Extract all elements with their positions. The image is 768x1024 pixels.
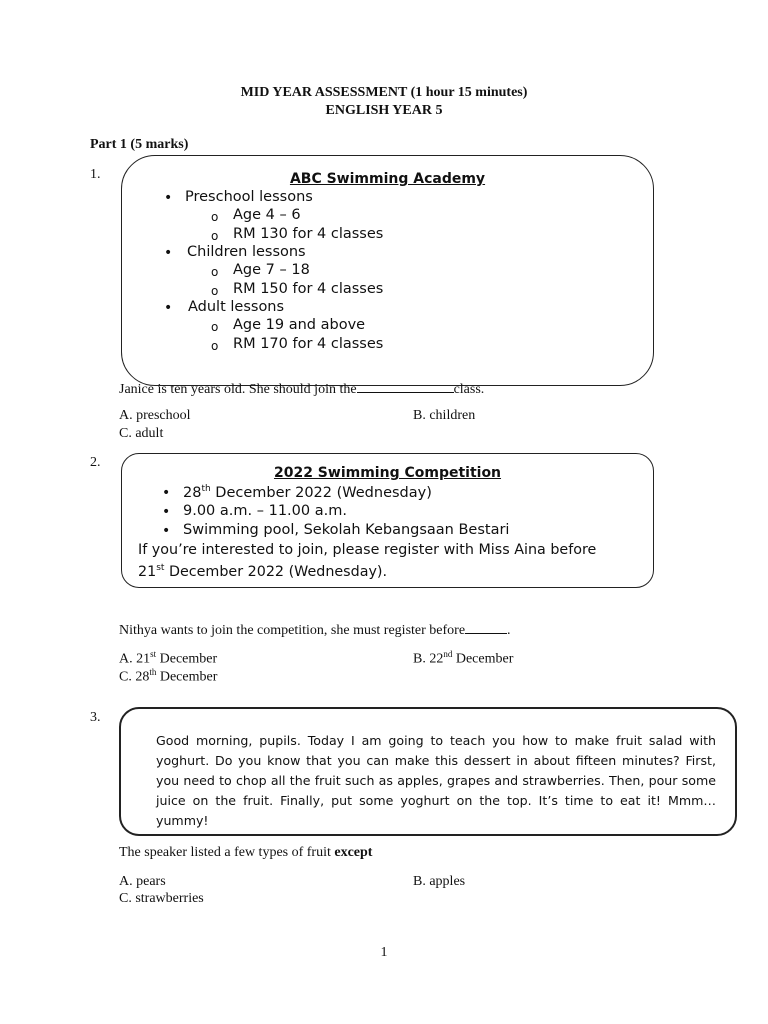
circle-bullet-icon: o — [211, 265, 219, 279]
q2-option-a: A. 21st December — [119, 649, 218, 667]
question-number-2: 2. — [90, 455, 101, 470]
answer-blank — [465, 621, 507, 634]
list-subitem: Age 7 – 18 — [233, 262, 310, 278]
list-item: Children lessons — [187, 244, 306, 260]
q1-question — [119, 380, 484, 398]
bullet-icon: • — [164, 245, 173, 261]
page-number: 1 — [380, 945, 388, 960]
assessment-title: MID YEAR ASSESSMENT (1 hour 15 minutes) — [240, 85, 528, 100]
bullet-icon: • — [162, 485, 171, 501]
circle-bullet-icon: o — [211, 210, 219, 224]
part-heading: Part 1 (5 marks) — [90, 137, 189, 152]
circle-bullet-icon: o — [211, 339, 219, 353]
list-subitem: Age 19 and above — [233, 317, 366, 333]
circle-bullet-icon: o — [211, 320, 219, 334]
q3-question-emphasis: except — [334, 845, 373, 860]
assessment-subtitle: ENGLISH YEAR 5 — [325, 103, 443, 118]
q2-note-line-1: If you’re interested to join, please register with Miss Aina before — [138, 542, 597, 558]
list-item: Adult lessons — [188, 299, 285, 315]
q2-info-box — [121, 453, 654, 588]
q1-question-end: class. — [453, 382, 485, 397]
q3-option-a: A. pears — [119, 874, 166, 889]
q1-info-box — [121, 155, 654, 386]
list-item: 9.00 a.m. – 11.00 a.m. — [183, 503, 347, 519]
q1-option-b: B. children — [413, 408, 476, 423]
q3-question-text: The speaker listed a few types of fruit — [119, 845, 335, 860]
list-subitem: RM 130 for 4 classes — [233, 226, 384, 242]
q2-option-b: B. 22nd December — [413, 649, 514, 667]
list-subitem: RM 150 for 4 classes — [233, 281, 384, 297]
list-item: 28th December 2022 (Wednesday) — [183, 484, 432, 501]
question-number-1: 1. — [90, 167, 101, 182]
bullet-icon: • — [164, 300, 173, 316]
q2-option-c: C. 28th December — [119, 667, 218, 685]
question-number-3: 3. — [90, 710, 101, 725]
q2-box-title: 2022 Swimming Competition — [273, 465, 502, 481]
q2-note-line-2: 21st December 2022 (Wednesday). — [138, 563, 388, 580]
bullet-icon: • — [162, 523, 171, 539]
q1-option-a: A. preschool — [119, 408, 191, 423]
q2-question-text: Nithya wants to join the competition, she must register before — [119, 623, 466, 638]
q3-passage: Good morning, pupils. Today I am going to teach you how to make fruit salad with yoghurt. Do you know that you can make this dessert in about fifteen minutes? First, you need to chop all the fruit such as apples, grapes and strawberries. Then, pour some juice on the fruit. Finally, put some yoghurt on the top. It’s time to eat it! Mmm…yummy! — [156, 733, 716, 828]
q1-question-text: Janice is ten years old. She should join the — [119, 382, 357, 397]
q2-question: Nithya wants to join the competition, she must register before . — [119, 623, 511, 638]
answer-blank — [357, 380, 454, 393]
bullet-icon: • — [162, 504, 171, 520]
list-subitem: RM 170 for 4 classes — [233, 336, 384, 352]
q3-option-b: B. apples — [413, 874, 466, 889]
list-item: Swimming pool, Sekolah Kebangsaan Bestari — [183, 522, 510, 538]
list-subitem: Age 4 – 6 — [233, 207, 301, 223]
list-item: Preschool lessons — [185, 189, 313, 205]
bullet-icon: • — [164, 190, 173, 206]
q3-passage-box — [119, 707, 737, 836]
q1-option-c: C. adult — [119, 426, 164, 441]
q3-option-c: C. strawberries — [119, 891, 204, 906]
q1-box-title: ABC Swimming Academy — [289, 171, 486, 187]
circle-bullet-icon: o — [211, 229, 219, 243]
q3-question — [119, 845, 372, 861]
circle-bullet-icon: o — [211, 284, 219, 298]
